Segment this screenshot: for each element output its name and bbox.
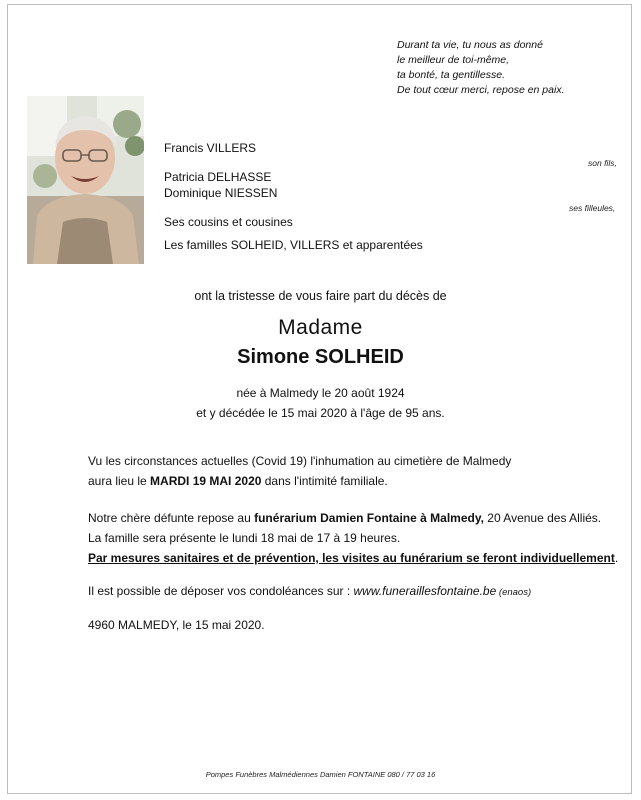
poem-line: Durant ta vie, tu nous as donné — [397, 39, 543, 51]
birth-info: née à Malmedy le 20 août 1924 — [236, 386, 405, 400]
visit-line: La famille sera présente le lundi 18 mai de 17 à 19 heures. — [88, 531, 401, 545]
poem-line: le meilleur de toi-même, — [397, 54, 510, 66]
dateline — [88, 615, 265, 635]
footer: Pompes Funèbres Malmédiennes Damien FONTAINE 080 / 77 03 16 — [205, 770, 436, 779]
deceased-name: Simone SOLHEID — [237, 346, 404, 368]
relation-son: son fils, — [588, 158, 617, 168]
family-godchild: Patricia DELHASSE — [164, 170, 272, 184]
funeral-date: MARDI 19 MAI 2020 — [150, 474, 262, 488]
family-son: Francis VILLERS — [164, 141, 257, 155]
portrait-photo — [27, 96, 144, 264]
announcement-intro: ont la tristesse de vous faire part du décès de — [194, 289, 447, 303]
visit-line — [88, 508, 618, 528]
text: aura lieu le — [88, 474, 151, 488]
condolences-note: (enaos) — [496, 587, 532, 598]
text: Il est possible de déposer vos condoléances sur : — [88, 584, 354, 598]
poem-line: ta bonté, ta gentillesse. — [397, 69, 505, 81]
family-families: Les familles SOLHEID, VILLERS et apparentées — [164, 238, 423, 252]
visit-line: Par mesures sanitaires et de prévention, les visites au funérarium se feront individuellement. — [88, 551, 619, 565]
condolences-line — [88, 581, 531, 603]
poem-line: De tout cœur merci, repose en paix. — [397, 84, 565, 96]
family-godchild: Dominique NIESSEN — [164, 186, 278, 200]
condolences-url[interactable]: www.funeraillesfontaine.be — [353, 584, 497, 598]
funeral-line: Vu les circonstances actuelles (Covid 19) l'inhumation au cimetière de Malmedy — [88, 454, 512, 468]
funeral-line — [88, 471, 511, 491]
visit-paragraph — [88, 508, 618, 568]
dateline-text: 4960 MALMEDY, le 15 mai 2020. — [88, 618, 265, 632]
death-info: et y décédée le 15 mai 2020 à l'âge de 95 ans. — [196, 406, 445, 420]
funeral-home: funérarium Damien Fontaine à Malmedy, — [254, 511, 484, 525]
funeral-paragraph — [88, 451, 511, 491]
text: 20 Avenue des Alliés. — [483, 511, 602, 525]
relation-godchildren: ses filleules, — [569, 203, 616, 213]
sanitary-notice: Par mesures sanitaires et de prévention, les visites au funérarium se feront individuellement — [88, 551, 615, 565]
deceased-title: Madame — [278, 316, 363, 339]
family-cousins: Ses cousins et cousines — [164, 215, 293, 229]
poem — [397, 38, 564, 98]
text: dans l'intimité familiale. — [261, 474, 388, 488]
text: Notre chère défunte repose au — [88, 511, 255, 525]
condolences-paragraph — [88, 581, 531, 603]
